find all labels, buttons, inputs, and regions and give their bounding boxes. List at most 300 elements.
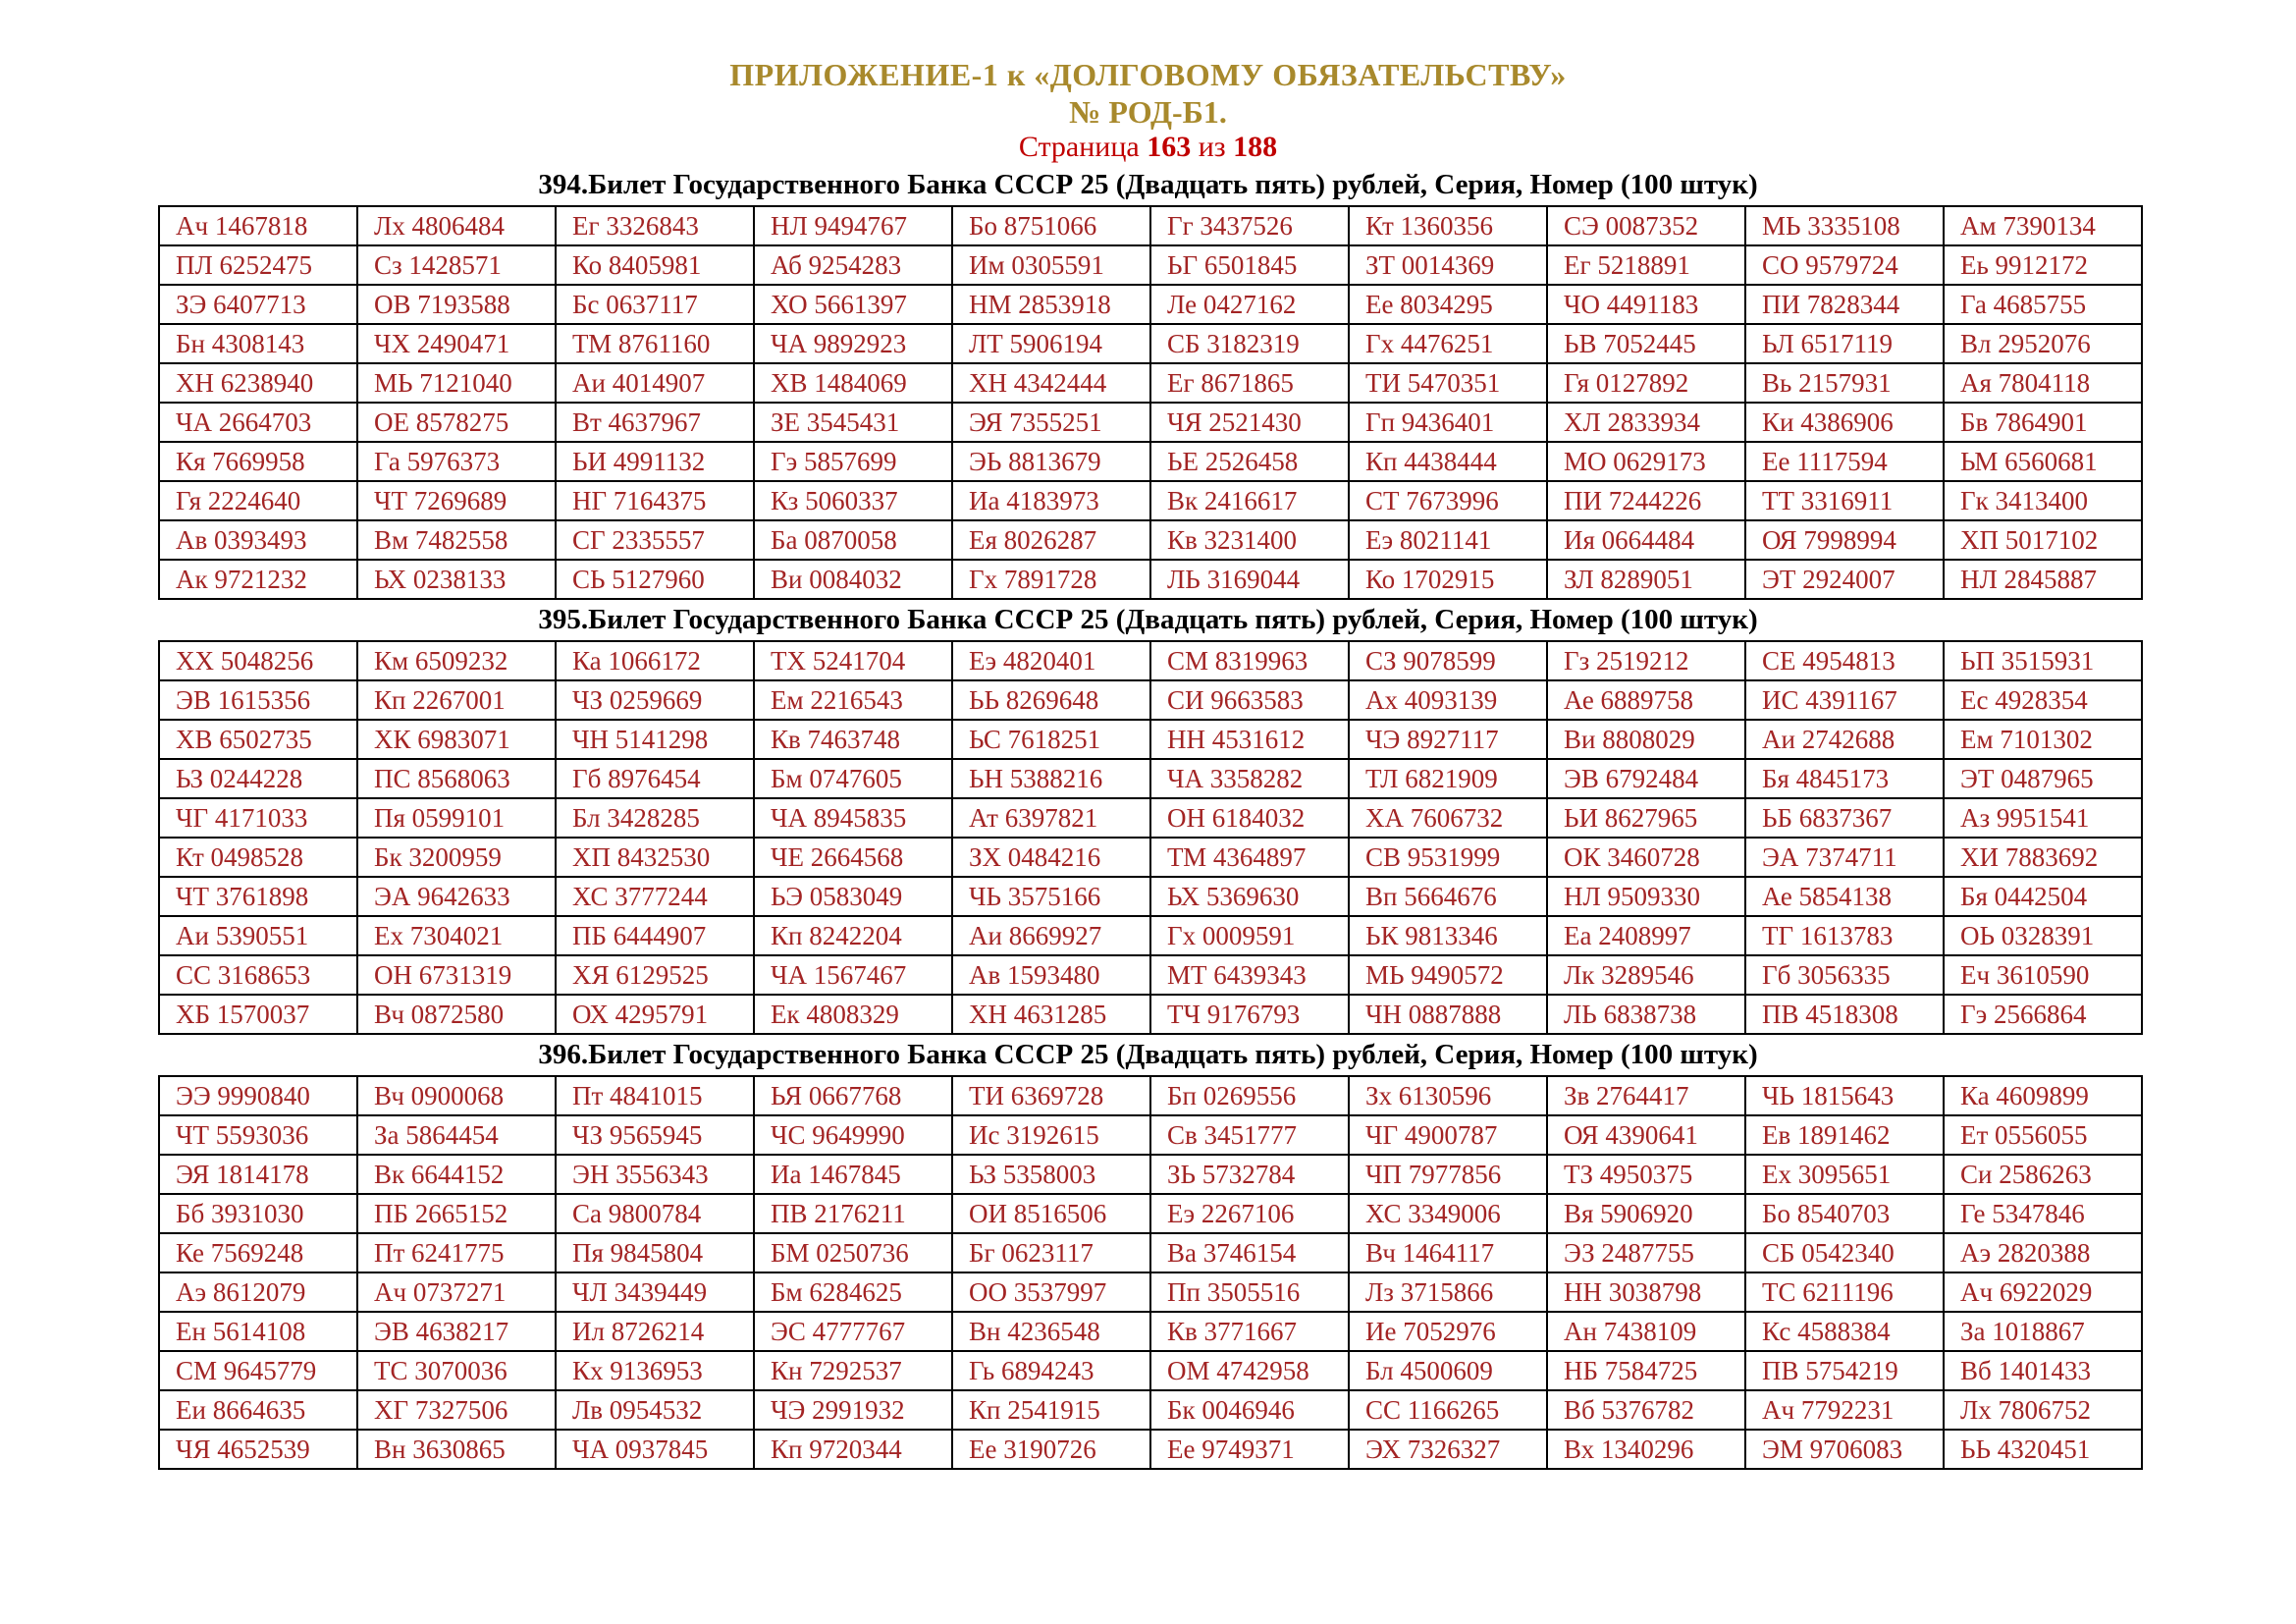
serial-table-section-396 <box>0 1035 2296 1470</box>
serial-cell: Ек 4808329 <box>754 995 952 1034</box>
serial-cell: Кп 2267001 <box>357 680 556 720</box>
serial-cell: Ае 6889758 <box>1547 680 1745 720</box>
serial-cell: Вх 1340296 <box>1547 1430 1745 1469</box>
serial-cell: Ев 1891462 <box>1745 1115 1944 1155</box>
serial-cell: Вь 2157931 <box>1745 363 1944 403</box>
page-total-number: 188 <box>1233 131 1278 163</box>
table-row <box>159 481 2142 520</box>
serial-cell: Ач 6922029 <box>1944 1272 2142 1312</box>
serial-cell: ПБ 2665152 <box>357 1194 556 1233</box>
serial-cell: СМ 8319963 <box>1150 641 1349 680</box>
serial-cell: ЬБ 6837367 <box>1745 798 1944 838</box>
serial-cell: Ав 1593480 <box>952 955 1150 995</box>
serial-cell: Кп 4438444 <box>1349 442 1547 481</box>
serial-cell: Ем 7101302 <box>1944 720 2142 759</box>
table-row <box>159 680 2142 720</box>
serial-cell: Ея 8026287 <box>952 520 1150 560</box>
table-row <box>159 206 2142 245</box>
serial-cell: Кп 2541915 <box>952 1390 1150 1430</box>
table-row <box>159 916 2142 955</box>
serial-cell: Кп 8242204 <box>754 916 952 955</box>
serial-cell: ХХ 5048256 <box>159 641 357 680</box>
serial-cell: ЬП 3515931 <box>1944 641 2142 680</box>
serial-cell: ЧА 8945835 <box>754 798 952 838</box>
serial-cell: Гб 8976454 <box>556 759 754 798</box>
page-current-number: 163 <box>1147 131 1192 163</box>
serial-cell: Вб 5376782 <box>1547 1390 1745 1430</box>
serial-cell: ЧЗ 0259669 <box>556 680 754 720</box>
serial-cell: Кт 1360356 <box>1349 206 1547 245</box>
serial-cell: ХЯ 6129525 <box>556 955 754 995</box>
serial-cell: Ие 7052976 <box>1349 1312 1547 1351</box>
serial-cell: ЬЗ 0244228 <box>159 759 357 798</box>
serial-cell: Аз 9951541 <box>1944 798 2142 838</box>
serial-cell: Гз 2519212 <box>1547 641 1745 680</box>
serial-cell: ЧТ 3761898 <box>159 877 357 916</box>
serial-cell: Гя 0127892 <box>1547 363 1745 403</box>
serial-cell: Бл 4500609 <box>1349 1351 1547 1390</box>
page-of-label: из <box>1198 131 1226 163</box>
table-row <box>159 955 2142 995</box>
serial-cell: ЬХ 5369630 <box>1150 877 1349 916</box>
serial-cell: СМ 9645779 <box>159 1351 357 1390</box>
serial-cell: ЬИ 8627965 <box>1547 798 1745 838</box>
serial-cell: ТС 6211196 <box>1745 1272 1944 1312</box>
table-row <box>159 560 2142 599</box>
serial-cell: Аб 9254283 <box>754 245 952 285</box>
serial-cell: Сз 1428571 <box>357 245 556 285</box>
serial-cell: СТ 7673996 <box>1349 481 1547 520</box>
serial-cell: ПБ 6444907 <box>556 916 754 955</box>
serial-cell: ЭЯ 7355251 <box>952 403 1150 442</box>
serial-cell: Вч 0900068 <box>357 1076 556 1115</box>
serial-cell: Еа 2408997 <box>1547 916 1745 955</box>
serial-cell: Вк 2416617 <box>1150 481 1349 520</box>
serial-cell: СБ 0542340 <box>1745 1233 1944 1272</box>
table-row <box>159 403 2142 442</box>
serial-cell: МО 0629173 <box>1547 442 1745 481</box>
serial-cell: ЗТ 0014369 <box>1349 245 1547 285</box>
serial-cell: ЧС 9649990 <box>754 1115 952 1155</box>
serial-cell: ОХ 4295791 <box>556 995 754 1034</box>
serial-cell: ОК 3460728 <box>1547 838 1745 877</box>
table-row <box>159 245 2142 285</box>
serial-cell: ЭС 4777767 <box>754 1312 952 1351</box>
serial-cell: ЧЯ 2521430 <box>1150 403 1349 442</box>
serial-cell: Гп 9436401 <box>1349 403 1547 442</box>
serial-cell: Ви 8808029 <box>1547 720 1745 759</box>
serial-cell: Ач 0737271 <box>357 1272 556 1312</box>
serial-cell: ТМ 8761160 <box>556 324 754 363</box>
serial-cell: ТТ 3316911 <box>1745 481 1944 520</box>
serial-cell: ЭН 3556343 <box>556 1155 754 1194</box>
document-subtitle: № РОД-Б1. <box>1069 94 1227 130</box>
serial-cell: Гх 0009591 <box>1150 916 1349 955</box>
serial-cell: Кв 3231400 <box>1150 520 1349 560</box>
serial-cell: Ко 8405981 <box>556 245 754 285</box>
serial-cell: Ге 5347846 <box>1944 1194 2142 1233</box>
serial-cell: ХС 3349006 <box>1349 1194 1547 1233</box>
serial-cell: Вл 2952076 <box>1944 324 2142 363</box>
serial-cell: МЬ 9490572 <box>1349 955 1547 995</box>
serial-cell: ЧТ 5593036 <box>159 1115 357 1155</box>
serial-cell: МЬ 7121040 <box>357 363 556 403</box>
serial-cell: Бл 3428285 <box>556 798 754 838</box>
serial-cell: Кн 7292537 <box>754 1351 952 1390</box>
serial-cell: Пт 6241775 <box>357 1233 556 1272</box>
serial-cell: Ле 0427162 <box>1150 285 1349 324</box>
serial-cell: Ия 0664484 <box>1547 520 1745 560</box>
serial-cell: ЗЭ 6407713 <box>159 285 357 324</box>
table-row <box>159 641 2142 680</box>
serial-cell: ПВ 4518308 <box>1745 995 1944 1034</box>
serial-cell: ЧЛ 3439449 <box>556 1272 754 1312</box>
serial-cell: ИС 4391167 <box>1745 680 1944 720</box>
serial-cell: ОИ 8516506 <box>952 1194 1150 1233</box>
serial-cell: Вя 5906920 <box>1547 1194 1745 1233</box>
serial-cell: Гб 3056335 <box>1745 955 1944 995</box>
serial-cell: ОЯ 7998994 <box>1745 520 1944 560</box>
serial-number-table-396 <box>158 1075 2143 1470</box>
serial-cell: Аи 8669927 <box>952 916 1150 955</box>
table-caption-395: 395.Билет Государственного Банка СССР 25 (Двадцать пять) рублей, Серия, Номер (100 штук) <box>538 604 1758 635</box>
serial-cell: Си 2586263 <box>1944 1155 2142 1194</box>
table-row <box>159 1351 2142 1390</box>
serial-cell: Лх 7806752 <box>1944 1390 2142 1430</box>
serial-cell: Вт 4637967 <box>556 403 754 442</box>
serial-cell: Ае 5854138 <box>1745 877 1944 916</box>
serial-cell: Ав 0393493 <box>159 520 357 560</box>
serial-cell: ОН 6184032 <box>1150 798 1349 838</box>
serial-cell: ЧН 5141298 <box>556 720 754 759</box>
serial-cell: ЧА 3358282 <box>1150 759 1349 798</box>
serial-cell: Ко 1702915 <box>1349 560 1547 599</box>
serial-cell: ЧТ 7269689 <box>357 481 556 520</box>
serial-cell: ЗЬ 5732784 <box>1150 1155 1349 1194</box>
serial-cell: ЧЬ 1815643 <box>1745 1076 1944 1115</box>
table-row <box>159 1194 2142 1233</box>
serial-cell: ТЛ 6821909 <box>1349 759 1547 798</box>
serial-cell: Бк 0046946 <box>1150 1390 1349 1430</box>
serial-cell: ЭЯ 1814178 <box>159 1155 357 1194</box>
serial-cell: ЬЕ 2526458 <box>1150 442 1349 481</box>
serial-cell: ХН 4631285 <box>952 995 1150 1034</box>
serial-cell: СБ 3182319 <box>1150 324 1349 363</box>
serial-cell: Иа 1467845 <box>754 1155 952 1194</box>
serial-cell: ПЛ 6252475 <box>159 245 357 285</box>
serial-cell: Ва 3746154 <box>1150 1233 1349 1272</box>
serial-cell: Гк 3413400 <box>1944 481 2142 520</box>
serial-cell: ХВ 6502735 <box>159 720 357 759</box>
serial-cell: Га 4685755 <box>1944 285 2142 324</box>
serial-cell: ЬВ 7052445 <box>1547 324 1745 363</box>
serial-cell: ТИ 6369728 <box>952 1076 1150 1115</box>
serial-cell: Св 3451777 <box>1150 1115 1349 1155</box>
serial-cell: ЬЬ 4320451 <box>1944 1430 2142 1469</box>
table-row <box>159 1272 2142 1312</box>
serial-cell: Лк 3289546 <box>1547 955 1745 995</box>
serial-cell: Вч 1464117 <box>1349 1233 1547 1272</box>
serial-cell: ХН 6238940 <box>159 363 357 403</box>
serial-number-table-394 <box>158 205 2143 600</box>
table-row <box>159 442 2142 481</box>
serial-cell: Бг 0623117 <box>952 1233 1150 1272</box>
serial-cell: Ис 3192615 <box>952 1115 1150 1155</box>
serial-cell: Бя 4845173 <box>1745 759 1944 798</box>
serial-cell: Ех 3095651 <box>1745 1155 1944 1194</box>
serial-cell: Ба 0870058 <box>754 520 952 560</box>
serial-cell: Вн 4236548 <box>952 1312 1150 1351</box>
serial-cell: ЭХ 7326327 <box>1349 1430 1547 1469</box>
serial-cell: ЧА 2664703 <box>159 403 357 442</box>
serial-cell: Бя 0442504 <box>1944 877 2142 916</box>
serial-cell: Пя 0599101 <box>357 798 556 838</box>
serial-cell: ТЧ 9176793 <box>1150 995 1349 1034</box>
table-row <box>159 363 2142 403</box>
serial-cell: ТЗ 4950375 <box>1547 1155 1745 1194</box>
serial-cell: Ег 5218891 <box>1547 245 1745 285</box>
serial-cell: ЬИ 4991132 <box>556 442 754 481</box>
serial-cell: ЭЗ 2487755 <box>1547 1233 1745 1272</box>
serial-cell: Са 9800784 <box>556 1194 754 1233</box>
serial-cell: Зх 6130596 <box>1349 1076 1547 1115</box>
table-row <box>159 877 2142 916</box>
serial-cell: СЗ 9078599 <box>1349 641 1547 680</box>
serial-cell: ЭА 9642633 <box>357 877 556 916</box>
serial-cell: Лв 0954532 <box>556 1390 754 1430</box>
serial-cell: Ее 1117594 <box>1745 442 1944 481</box>
serial-cell: НЛ 9509330 <box>1547 877 1745 916</box>
serial-cell: Еэ 8021141 <box>1349 520 1547 560</box>
serial-cell: ОО 3537997 <box>952 1272 1150 1312</box>
serial-cell: ХВ 1484069 <box>754 363 952 403</box>
serial-cell: Бн 4308143 <box>159 324 357 363</box>
serial-cell: ЗЕ 3545431 <box>754 403 952 442</box>
serial-cell: ЧЬ 3575166 <box>952 877 1150 916</box>
table-row <box>159 838 2142 877</box>
serial-cell: Лх 4806484 <box>357 206 556 245</box>
serial-cell: Бк 3200959 <box>357 838 556 877</box>
page-indicator <box>0 130 2296 165</box>
serial-cell: ЬЗ 5358003 <box>952 1155 1150 1194</box>
serial-cell: ЧА 9892923 <box>754 324 952 363</box>
serial-cell: Кв 7463748 <box>754 720 952 759</box>
serial-cell: ЬЭ 0583049 <box>754 877 952 916</box>
serial-cell: ПИ 7828344 <box>1745 285 1944 324</box>
serial-cell: Га 5976373 <box>357 442 556 481</box>
serial-cell: СО 9579724 <box>1745 245 1944 285</box>
serial-cell: Км 6509232 <box>357 641 556 680</box>
table-row <box>159 720 2142 759</box>
serial-cell: ЭВ 1615356 <box>159 680 357 720</box>
serial-cell: ЧО 4491183 <box>1547 285 1745 324</box>
serial-cell: БМ 0250736 <box>754 1233 952 1272</box>
serial-cell: ХС 3777244 <box>556 877 754 916</box>
serial-cell: Кс 4588384 <box>1745 1312 1944 1351</box>
serial-cell: ОН 6731319 <box>357 955 556 995</box>
serial-cell: Ех 7304021 <box>357 916 556 955</box>
document-title: ПРИЛОЖЕНИЕ-1 к «ДОЛГОВОМУ ОБЯЗАТЕЛЬСТВУ» <box>729 57 1567 92</box>
serial-cell: Ки 4386906 <box>1745 403 1944 442</box>
serial-cell: Пт 4841015 <box>556 1076 754 1115</box>
serial-cell: Гэ 5857699 <box>754 442 952 481</box>
serial-cell: Ач 1467818 <box>159 206 357 245</box>
table-row <box>159 1155 2142 1194</box>
serial-cell: Еэ 2267106 <box>1150 1194 1349 1233</box>
serial-cell: Ее 3190726 <box>952 1430 1150 1469</box>
table-row <box>159 759 2142 798</box>
serial-cell: Кт 0498528 <box>159 838 357 877</box>
serial-cell: Бп 0269556 <box>1150 1076 1349 1115</box>
serial-cell: СЭ 0087352 <box>1547 206 1745 245</box>
serial-cell: Вм 7482558 <box>357 520 556 560</box>
serial-cell: Ил 8726214 <box>556 1312 754 1351</box>
table-row <box>159 1430 2142 1469</box>
serial-cell: СЕ 4954813 <box>1745 641 1944 680</box>
serial-cell: ЭА 7374711 <box>1745 838 1944 877</box>
serial-cell: ПВ 5754219 <box>1745 1351 1944 1390</box>
table-row <box>159 520 2142 560</box>
serial-cell: ПИ 7244226 <box>1547 481 1745 520</box>
serial-cell: ЬМ 6560681 <box>1944 442 2142 481</box>
serial-cell: Вч 0872580 <box>357 995 556 1034</box>
table-row <box>159 1390 2142 1430</box>
serial-cell: Им 0305591 <box>952 245 1150 285</box>
serial-cell: ЧЕ 2664568 <box>754 838 952 877</box>
table-caption-394: 394.Билет Государственного Банка СССР 25 (Двадцать пять) рублей, Серия, Номер (100 штук) <box>538 169 1758 200</box>
serial-cell: ЬГ 6501845 <box>1150 245 1349 285</box>
serial-cell: СВ 9531999 <box>1349 838 1547 877</box>
serial-cell: ХЛ 2833934 <box>1547 403 1745 442</box>
serial-cell: ТМ 4364897 <box>1150 838 1349 877</box>
serial-cell: Ег 3326843 <box>556 206 754 245</box>
serial-cell: Бс 0637117 <box>556 285 754 324</box>
serial-cell: ЛЬ 6838738 <box>1547 995 1745 1034</box>
serial-table-section-395 <box>0 600 2296 1035</box>
serial-cell: ЭЭ 9990840 <box>159 1076 357 1115</box>
serial-cell: Вп 5664676 <box>1349 877 1547 916</box>
serial-cell: НЛ 2845887 <box>1944 560 2142 599</box>
table-row <box>159 1115 2142 1155</box>
serial-cell: ЬС 7618251 <box>952 720 1150 759</box>
serial-cell: ЬЬ 8269648 <box>952 680 1150 720</box>
serial-cell: Ка 4609899 <box>1944 1076 2142 1115</box>
serial-cell: Ах 4093139 <box>1349 680 1547 720</box>
table-row <box>159 1233 2142 1272</box>
serial-cell: ЧЭ 2991932 <box>754 1390 952 1430</box>
serial-cell: Аи 4014907 <box>556 363 754 403</box>
serial-cell: ЗЛ 8289051 <box>1547 560 1745 599</box>
serial-cell: Ач 7792231 <box>1745 1390 1944 1430</box>
serial-cell: Кз 5060337 <box>754 481 952 520</box>
serial-cell: Ан 7438109 <box>1547 1312 1745 1351</box>
serial-cell: ЭТ 0487965 <box>1944 759 2142 798</box>
table-row <box>159 285 2142 324</box>
serial-cell: ХО 5661397 <box>754 285 952 324</box>
serial-cell: ЭМ 9706083 <box>1745 1430 1944 1469</box>
serial-cell: Ам 7390134 <box>1944 206 2142 245</box>
serial-cell: ОЕ 8578275 <box>357 403 556 442</box>
serial-cell: Гх 7891728 <box>952 560 1150 599</box>
table-row <box>159 324 2142 363</box>
serial-cell: ЬЯ 0667768 <box>754 1076 952 1115</box>
serial-cell: ЧП 7977856 <box>1349 1155 1547 1194</box>
serial-cell: Ат 6397821 <box>952 798 1150 838</box>
serial-cell: ОЯ 4390641 <box>1547 1115 1745 1155</box>
serial-cell: ТС 3070036 <box>357 1351 556 1390</box>
serial-cell: ХГ 7327506 <box>357 1390 556 1430</box>
serial-cell: Аи 2742688 <box>1745 720 1944 759</box>
serial-cell: Вб 1401433 <box>1944 1351 2142 1390</box>
serial-cell: Ет 0556055 <box>1944 1115 2142 1155</box>
serial-cell: Ен 5614108 <box>159 1312 357 1351</box>
serial-cell: Пп 3505516 <box>1150 1272 1349 1312</box>
serial-cell: ХК 6983071 <box>357 720 556 759</box>
serial-cell: Бб 3931030 <box>159 1194 357 1233</box>
serial-cell: Ка 1066172 <box>556 641 754 680</box>
serial-cell: Бм 0747605 <box>754 759 952 798</box>
serial-cell: Аи 5390551 <box>159 916 357 955</box>
serial-cell: Бо 8751066 <box>952 206 1150 245</box>
serial-cell: СС 3168653 <box>159 955 357 995</box>
serial-cell: ЧГ 4900787 <box>1349 1115 1547 1155</box>
serial-cell: Гь 6894243 <box>952 1351 1150 1390</box>
serial-cell: ЛЬ 3169044 <box>1150 560 1349 599</box>
serial-cell: ЬХ 0238133 <box>357 560 556 599</box>
page-label: Страница <box>1018 131 1140 163</box>
serial-cell: ХИ 7883692 <box>1944 838 2142 877</box>
serial-cell: Аэ 2820388 <box>1944 1233 2142 1272</box>
serial-cell: ТГ 1613783 <box>1745 916 1944 955</box>
serial-cell: ТХ 5241704 <box>754 641 952 680</box>
serial-cell: ОЬ 0328391 <box>1944 916 2142 955</box>
serial-cell: Кя 7669958 <box>159 442 357 481</box>
serial-cell: ХА 7606732 <box>1349 798 1547 838</box>
serial-cell: Пя 9845804 <box>556 1233 754 1272</box>
serial-cell: Еэ 4820401 <box>952 641 1150 680</box>
serial-cell: Ес 4928354 <box>1944 680 2142 720</box>
serial-cell: ТИ 5470351 <box>1349 363 1547 403</box>
serial-cell: Иа 4183973 <box>952 481 1150 520</box>
serial-cell: Еь 9912172 <box>1944 245 2142 285</box>
serial-cell: ЧА 0937845 <box>556 1430 754 1469</box>
serial-cell: ОВ 7193588 <box>357 285 556 324</box>
serial-cell: ХБ 1570037 <box>159 995 357 1034</box>
serial-cell: ЭЬ 8813679 <box>952 442 1150 481</box>
serial-cell: Зв 2764417 <box>1547 1076 1745 1115</box>
serial-cell: Вн 3630865 <box>357 1430 556 1469</box>
serial-cell: Кв 3771667 <box>1150 1312 1349 1351</box>
serial-cell: ЧЭ 8927117 <box>1349 720 1547 759</box>
serial-cell: СИ 9663583 <box>1150 680 1349 720</box>
serial-cell: ЛТ 5906194 <box>952 324 1150 363</box>
serial-cell: ПВ 2176211 <box>754 1194 952 1233</box>
serial-cell: Лз 3715866 <box>1349 1272 1547 1312</box>
serial-cell: Гя 2224640 <box>159 481 357 520</box>
serial-cell: Вк 6644152 <box>357 1155 556 1194</box>
serial-cell: Бм 6284625 <box>754 1272 952 1312</box>
serial-cell: За 1018867 <box>1944 1312 2142 1351</box>
serial-cell: Аэ 8612079 <box>159 1272 357 1312</box>
serial-cell: СС 1166265 <box>1349 1390 1547 1430</box>
serial-cell: ЧА 1567467 <box>754 955 952 995</box>
serial-cell: ЭВ 4638217 <box>357 1312 556 1351</box>
serial-cell: СГ 2335557 <box>556 520 754 560</box>
serial-cell: ХП 5017102 <box>1944 520 2142 560</box>
serial-cell: Гх 4476251 <box>1349 324 1547 363</box>
serial-cell: Еи 8664635 <box>159 1390 357 1430</box>
serial-cell: МТ 6439343 <box>1150 955 1349 995</box>
